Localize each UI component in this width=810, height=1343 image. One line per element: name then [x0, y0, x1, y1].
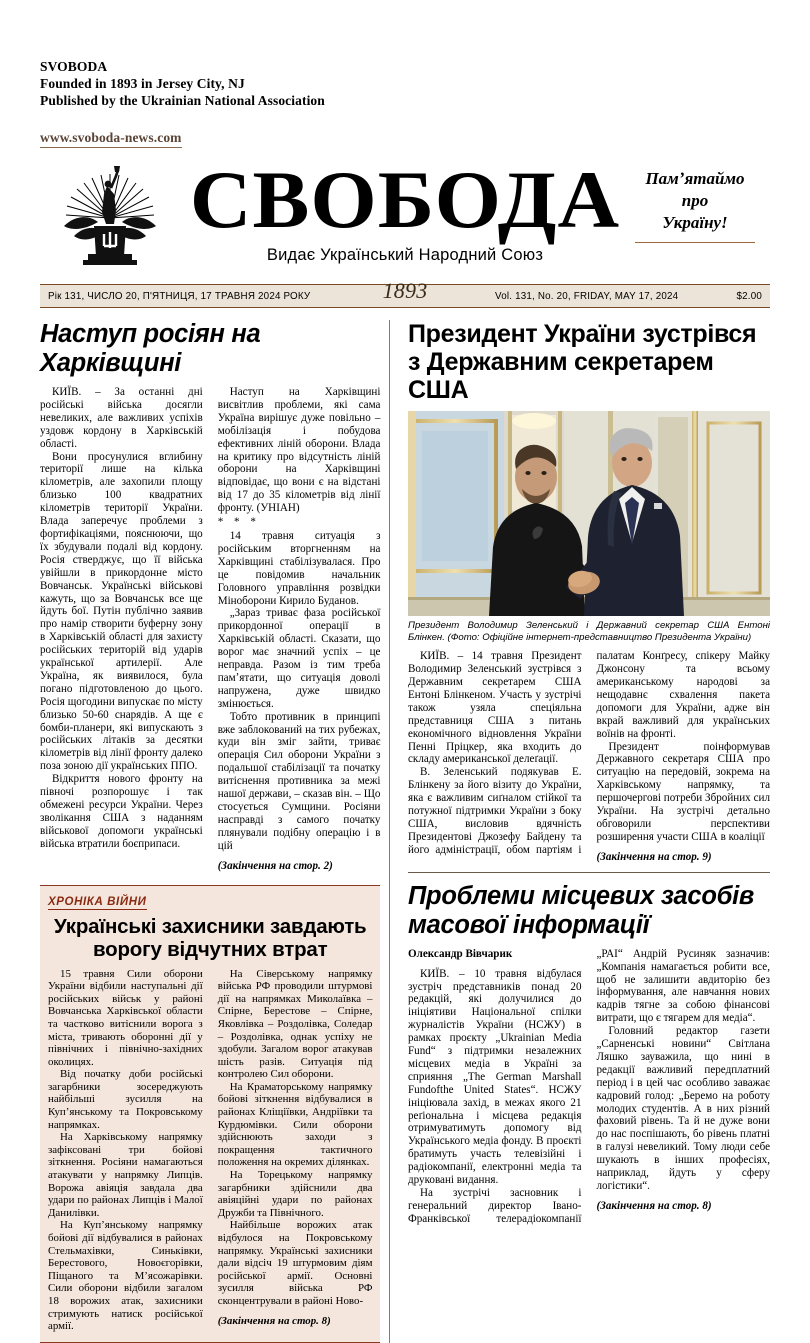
paragraph: 15 травня Сили оборони України відбили наступальні дії російських військ у районі Вовчанська Харківської области та частково витіснили ворога з міста, тривають оборонні дії у північних і північно-західних околицях. — [48, 967, 203, 1068]
continuation-note[interactable]: (Закінчення на стор. 8) — [596, 1199, 712, 1212]
continuation-note[interactable]: (Закінчення на стор. 8) — [217, 1314, 331, 1327]
article-body — [408, 948, 770, 1226]
publication-founded: Founded in 1893 in Jersey City, NJ — [40, 76, 245, 91]
article-local-media — [408, 882, 770, 1226]
article-headline: Наступ росіян на Харківщині — [40, 320, 261, 377]
section-divider — [408, 872, 770, 873]
article-body — [40, 386, 380, 873]
headline-line-1: Президент України зустрівся — [408, 320, 757, 348]
paragraph: Найбільше ворожих атак відбулося на Покровському напрямку. Українські захисники дали відсіч 19 штурмовим діям російської армії. Основні зусилля війська РФ сконцентрували в районі Ново- — [217, 1219, 373, 1307]
continuation-note[interactable]: (Закінчення на стор. 2) — [217, 859, 333, 872]
paragraph: Наступ на Харківщині висвітлив проблеми, які сама Україна вирішує дуже повільно – мобілізація і побудова ефективних ліній оборони. Влада на критику про відсутність ліній оборони на Харківщині відповідає, що вони є на відстані від 17 до 35 кілометрів від лінії фронту. (УНІАН) — [217, 386, 381, 515]
paragraph: Головний редактор газети „Сарненські новини“ Світлана Ляшко зауважила, що нині в редакції важливий передплатний період і в цей час особливо заважає кадровий голод: „Беремо на роботу молодих студентів. А в них різний фаховий рівень. Та й не дуже вони до нас поспішають, бо рівень платні в галузі невеликий. Тому люди себе шукають в інших професіях, наприклад, йдуть у сферу логістики“. — [596, 1025, 770, 1192]
paragraph: КИЇВ. – За останні дні російські війська досягли невеликих, але важливих успіхів уздовж кордону в Харківській області. — [40, 386, 203, 450]
paragraph: Вони просунулися вглибину території лише на кілька кілометрів, але захопили площу близько 100 квадратних кілометрів території України. Влада заперечує проблеми з фортифікаціями, пояснюючи, що їх збудували подалі від кордону. Росія стверджує, що її війська увійшли в прикордонне місто Вовчанськ. Українські військові кажуть, що за Вовчанськ все ще йдуть бої. Путін публічно заявив про намір створити буферну зону в Харківській області для захисту російських територій від ударів української артилерії. Але Україна, як виявилося, була погано підготовленою до цього. Росія щогодини випускає по місту близько 50-60 снарядів. А ще є бомби-планери, які випускають з російських літаків за десятки кілометрів від лінії фронту далеко поза зоною дії українських ППО. — [40, 450, 203, 773]
paragraph: На Харківському напрямку зафіксовані три бойові зіткнення. Росіяни намагаються атакувати у напрямку Липців. Ворожа авіяція завдала два удари по районах Липців і Малої Данилівки. — [48, 1131, 203, 1219]
publication-publisher: Published by the Ukrainian National Association — [40, 93, 325, 108]
issue-date-bar — [40, 278, 770, 308]
paragraph: На зустрічі засновник і генеральний директор Івано-Франківської телерадіокомпанії „РАІ“ Андрій Русиняк зазначив: „Компанія намагається робити все, щоб не залишити авдиторію без інформування, але навчання нових кадрів тягне за собою фінансові витрати, що є тягарем для медіа“. — [408, 947, 770, 1225]
paragraph: Президент поінформував Державного секретаря США про ситуацію на передовій, зокрема на Харківському напрямку, та першочергові потреби Збройних сил України. На зустрічі детально обговорили перспективи розширення участи США в коаліції — [596, 740, 770, 843]
main-content — [40, 320, 770, 1343]
chronicle-body — [48, 968, 372, 1333]
slogan-line-3: Україну! — [662, 213, 728, 232]
founding-year-mark: 1893 — [382, 278, 428, 303]
publication-identity — [40, 0, 770, 148]
column-divider — [389, 320, 399, 1343]
zelensky-blinken-handshake-photo — [408, 411, 770, 616]
masthead-subtitle: Видає Український Народний Союз — [266, 246, 544, 264]
slogan-rule — [635, 242, 755, 243]
paragraph: В. Зеленський подякував Е. Блінкену за його візиту до України, яка є важливим сиґналом стійкої та потужної підтримки України з боку США, висловив вдячність Президентові Джозефу Байдену та його адміністрації, обом партіям і палатам Конґресу, спікеру Майку Джонсону та всьому американському народові за нещодавнє схвалення пакета допомоги для України, адже він вкрай важливий для українських воїнів на фронті. — [408, 650, 770, 856]
issue-date-english: Vol. 131, No. 20, FRIDAY, MAY 17, 2024 — [495, 291, 679, 302]
photo-caption: Президент Володимир Зеленський і Державний секретар США Ентоні Блінкен. (Фото: Офіційне інтернет-представництво Президента України) — [408, 620, 770, 643]
masthead — [40, 154, 770, 278]
paragraph: КИЇВ. – 14 травня Президент Володимир Зеленський зустрівся з Державним секретарем США Ентоні Блінкеном. Участь у зустрічі також узяла спеціяльна представниця США з питань економічного відновлення України Пенні Пріцкер, яка входить до складу американської делеґації. — [408, 650, 582, 766]
article-russian-offensive — [40, 320, 380, 873]
paragraph: Від початку доби російські загарбники зосереджують найбільші зусилля на Купʼянському та Покровському напрямках. — [48, 1068, 203, 1131]
paragraph: КИЇВ. – 10 травня відбулася зустріч представників понад 20 редакцій, які долучилися до ініціятиви Національної спілки журналістів України (НСЖУ) в рамках проєкту „Ukrainian Media Fund“ з підтримки незалежних місцевих медіа в Україні за сприяння „The German Marshall Fundofthe United States“. НСЖУ ініціювала захід, в межах якого 21 реґіональна і місцева редакція отримуватимуть допомогу від Українського медіа фонду. В проєкті братимуть участь телевізійні і радіокомпанії, електронні медіа та друковані видання. — [408, 967, 582, 1187]
slogan-line-1: Памʼятаймо — [645, 169, 745, 188]
continuation-note[interactable]: (Закінчення на стор. 9) — [596, 850, 712, 863]
chronicle-headline: Українські захисники завдають ворогу відчутних втрат — [54, 914, 367, 961]
statue-of-liberty-trident-emblem-icon — [54, 164, 166, 276]
headline-line-2: масової інформації — [408, 910, 650, 939]
article-headline — [408, 320, 770, 404]
paragraph: На Купʼянському напрямку бойові дії відбувалися в районах Стельмахівки, Синьківки, Берестового, Новоєгорівки, Піщаного та Мʼясожарівки. Сили оборони відбили загалом 18 ворожих атак, захисники стримують натиск російської армії. — [48, 1219, 203, 1333]
paragraph: Відкриття нового фронту на півночі розпорошує і так обмежені ресурси України. Через зволікання США з наданням військової допомоги українські війська втратили боєприпаси. — [40, 773, 203, 850]
headline-line-1: Проблеми місцевих засобів — [408, 881, 754, 910]
chronicle-tag: ХРОНІКА ВІЙНИ — [48, 895, 147, 908]
headline-line-2: з Державним секретарем США — [408, 348, 714, 404]
masthead-slogan — [620, 168, 770, 243]
paragraph: На Сіверському напрямку війська РФ проводили штурмові дії на напрямках Миколаївка – Спірне, Берестове – Спірне, Яковлівка – Роздолівка, Соледар – Роздолівка, однак успіху не здобули. Загалом ворог атакував шість разів. Ситуація під контролею Сил оборони. — [217, 967, 373, 1081]
article-body — [408, 650, 770, 864]
paragraph: На Краматорському напрямку бойові зіткнення відбувалися в районах Кліщіївки, Андріївки та Курдюмівки. Сили оборони здійснюють заходи з покращення тактичного положення на окремих ділянках. — [217, 1080, 373, 1169]
paragraph: „Зараз триває фаза російської прикордонної операції в Харківській області. Сказати, що ворог має значний успіх – це неправда. Разом із тим треба памʼятати, що ситуація доволі напружена, дуже швидко змінюється. — [217, 607, 381, 710]
slogan-line-2: про — [681, 191, 709, 210]
masthead-title: СВОБОДА — [189, 154, 621, 245]
section-separator: * * * — [217, 516, 260, 529]
article-president-meeting — [408, 320, 770, 864]
paragraph: На Торецькому напрямку загарбники здійснили два авіяційні удари по районах Дружби та Північного. — [217, 1169, 373, 1219]
article-byline: Олександр Вівчарик — [408, 947, 513, 960]
issue-price: $2.00 — [736, 291, 762, 302]
paragraph: 14 травня ситуація з російським вторгненням на Харківщині стабілізувалася. Про це повідомив начальник Головного управління розвідки Міноборони Кирило Буданов. — [217, 529, 381, 607]
article-headline — [408, 882, 770, 940]
chronicle-of-war-box — [40, 885, 380, 1343]
publication-name: SVOBODA — [40, 59, 108, 74]
website-link[interactable]: www.svoboda-news.com — [40, 129, 182, 148]
issue-date-ukrainian: Рік 131, ЧИСЛО 20, П'ЯТНИЦЯ, 17 ТРАВНЯ 2024 РОКУ — [48, 291, 311, 302]
nameplate — [185, 154, 625, 265]
paragraph: Тобто противник в принципі вже заблокований на тих рубежах, куди він зміг зайти, триває операція Сил оборони України з подальшої стабілізації та початку витіснення противника за межі нашої держави, – сказав він. – Що стосується Сумщини. Росіяни насправді з самого початку плянували подібну операцію і в цій — [217, 710, 381, 852]
right-column — [408, 320, 770, 1343]
left-column — [40, 320, 380, 1343]
